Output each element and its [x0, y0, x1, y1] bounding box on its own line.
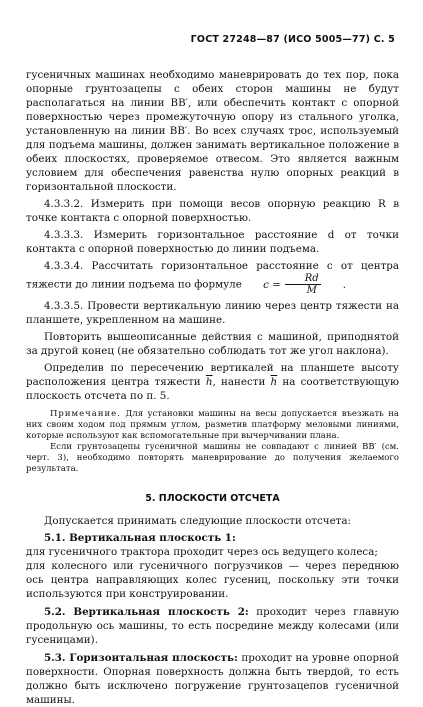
clause-5-2-label: 5.2. Вертикальная плоскость 2: — [44, 606, 249, 618]
clause-5-3-label: 5.3. Горизонтальная плоскость: — [44, 652, 238, 664]
clause-5-1 — [26, 531, 399, 545]
clause-4-3-3-2: 4.3.3.2. Измерить при помощи весов опорную реакцию R в точке контакта с опорной поверхностью. — [26, 198, 399, 224]
formula-end: . — [342, 278, 346, 291]
clause-4-3-3-4 — [26, 259, 399, 296]
clause-5-1-b: для колесного или гусеничного погрузчиков — через переднюю ось центра направляющих колес гусениц, поскольку эти точки используются при конструировании. — [26, 560, 399, 600]
clause-5-1-label: 5.1. Вертикальная плоскость 1: — [44, 532, 236, 544]
determine-text-a: Определив по пересечению вертикалей на планшете высоту расположения центра тяжести — [26, 362, 399, 388]
formula-fraction — [285, 273, 321, 296]
clause-5-2 — [26, 605, 399, 647]
repeat-instruction: Повторить вышеописанные действия с машиной, приподнятой за другой конец (не обязательно соблюдать тот же угол наклона). — [26, 331, 399, 357]
formula-numerator: Rd — [285, 273, 321, 285]
paragraph-continued: гусеничных машинах необходимо маневрировать до тех пор, пока опорные грунтозацепы с обеих сторон машины не будут располагаться на линии BB′, или обеспечить контакт с опорной поверхностью через промежуточную опору из стального уголка, установленную на линии BB′. Во всех случаях трос, используемый для подъема машины, должен занимать вертикальное положение в обеих плоскостях, проверяемое отвесом. Это является важным условием для обеспечения равенства нулю опорных реакций в горизонтальной плоскости. — [26, 69, 399, 193]
clause-5-3-text: проходит на уровне опорной поверхности. Опорная поверхность должна быть твердой, то есть должно быть исключено погружение грунтозацепов гусеничной машины. — [26, 652, 399, 706]
clause-4-3-3-3: 4.3.3.3. Измерить горизонтальное расстояние d от точки контакта с опорной поверхностью до линии подъема. — [26, 229, 399, 255]
page-content — [26, 68, 399, 707]
height-symbol: $\overline{h}$ — [205, 376, 213, 388]
section-title: 5. ПЛОСКОСТИ ОТСЧЕТА — [145, 493, 280, 504]
determine-height — [26, 361, 399, 403]
clause-5-3 — [26, 651, 399, 707]
clause-5-1-a: для гусеничного трактора проходит через ось ведущего колеса; — [26, 546, 378, 558]
formula-denominator: M — [306, 285, 317, 296]
note-1-text: Для установки машины на весы допускается въезжать на них своим ходом под прямым углом, разметив платформу меловыми линиями, которые используют как вспомогательные при вычерчивании плана. — [26, 409, 399, 441]
formula-lhs: c = — [263, 278, 281, 291]
page-header: ГОСТ 27248—87 (ИСО 5005—77) С. 5 — [190, 34, 395, 45]
center-of-gravity-formula — [245, 273, 346, 296]
note-1 — [26, 409, 399, 442]
clause-4-3-3-5: 4.3.3.5. Провести вертикальную линию через центр тяжести на планшете, укрепленном на машине. — [26, 300, 399, 326]
clause-5-2-text: проходит через главную продольную ось машины, то есть посредине между колесами (или гусеницами). — [26, 606, 399, 646]
determine-text-b: , нанести — [212, 376, 266, 388]
clause-4-3-3-4-text: 4.3.3.4. Рассчитать горизонтальное расстояние c от центра тяжести до линии подъема по формуле — [26, 260, 399, 291]
determine-text-c: на соответствующую плоскость отсчета по п. 5. — [26, 376, 399, 402]
section-intro: Допускается принимать следующие плоскости отсчета: — [44, 515, 351, 527]
height-symbol-2: $\overline{h}$ — [270, 376, 278, 388]
note-2: Если грунтозацепы гусеничной машины не совпадают с линией BB′ (см. черт. 3), необходимо повторять маневрирование до получения желаемого результата. — [26, 442, 399, 474]
note-label: Примечание. — [50, 409, 121, 419]
